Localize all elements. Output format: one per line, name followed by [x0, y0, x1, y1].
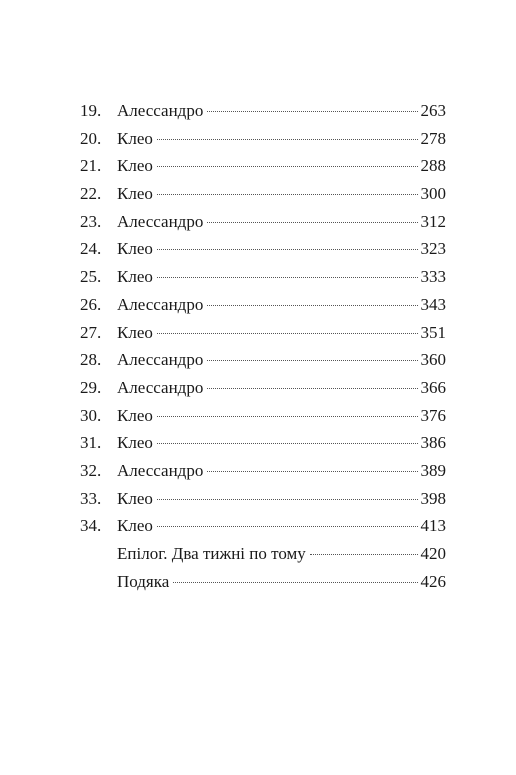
toc-entry-page: 420 — [420, 544, 446, 563]
toc-entry-number: 24. — [80, 239, 102, 259]
toc-entry-title: Клео — [117, 128, 153, 148]
toc-entry-number: 26. — [80, 294, 102, 314]
toc-entry-page: 300 — [420, 184, 446, 204]
dot-leader — [207, 305, 417, 306]
toc-entry-title: Епілог. Два тижні по тому — [117, 544, 306, 563]
toc-entry-title: Клео — [117, 239, 153, 259]
table-of-contents — [80, 100, 446, 598]
dot-leader — [310, 554, 418, 555]
toc-entry-title: Алессандро — [117, 101, 204, 120]
dot-leader — [157, 249, 418, 250]
toc-entry-number: 31. — [80, 433, 102, 453]
toc-entry-title: Подяка — [117, 571, 170, 591]
toc-entry — [80, 349, 446, 377]
toc-entry-page: 351 — [420, 322, 446, 342]
toc-entry — [80, 432, 446, 460]
toc-entry-number: 28. — [80, 350, 102, 370]
toc-entry-number: 32. — [80, 460, 102, 480]
dot-leader — [157, 333, 418, 334]
toc-entry-number: 21. — [80, 156, 102, 176]
dot-leader — [157, 194, 418, 195]
toc-entry — [80, 488, 446, 516]
toc-entry — [80, 405, 446, 433]
toc-entry-number: 20. — [80, 128, 102, 148]
dot-leader — [207, 222, 417, 223]
toc-entry-page: 376 — [420, 405, 446, 425]
toc-entry-page: 386 — [420, 433, 446, 453]
toc-entry-page: 343 — [420, 294, 446, 314]
toc-entry-page: 333 — [420, 267, 446, 287]
toc-entry-page: 312 — [420, 211, 446, 231]
toc-entry — [80, 322, 446, 350]
toc-entry-title: Клео — [117, 267, 153, 287]
toc-entry-page: 360 — [420, 350, 446, 370]
toc-entry-title: Клео — [117, 433, 153, 453]
toc-entry — [80, 100, 446, 128]
toc-entry-number: 34. — [80, 516, 102, 536]
dot-leader — [157, 166, 418, 167]
toc-entry — [80, 543, 446, 571]
toc-entry — [80, 183, 446, 211]
toc-entry-number: 27. — [80, 322, 102, 342]
toc-entry — [80, 294, 446, 322]
toc-entry-title: Алессандро — [117, 211, 204, 231]
toc-entry-page: 413 — [420, 516, 446, 536]
dot-leader — [157, 416, 418, 417]
toc-entry-page: 366 — [420, 377, 446, 397]
dot-leader — [207, 471, 417, 472]
toc-entry-page: 398 — [420, 488, 446, 508]
toc-entry — [80, 128, 446, 156]
toc-entry — [80, 515, 446, 543]
toc-entry-title: Алессандро — [117, 350, 204, 370]
toc-entry — [80, 211, 446, 239]
toc-entry-title: Клео — [117, 405, 153, 425]
toc-entry-number: 19. — [80, 101, 102, 120]
dot-leader — [157, 443, 418, 444]
dot-leader — [207, 388, 417, 389]
toc-entry-title: Клео — [117, 156, 153, 176]
toc-entry-number: 25. — [80, 267, 102, 287]
dot-leader — [207, 111, 417, 112]
toc-entry — [80, 266, 446, 294]
dot-leader — [157, 139, 418, 140]
toc-entry-title: Алессандро — [117, 294, 204, 314]
toc-entry — [80, 155, 446, 183]
toc-entry-title: Алессандро — [117, 460, 204, 480]
toc-entry — [80, 238, 446, 266]
dot-leader — [157, 499, 418, 500]
toc-entry-page: 389 — [420, 460, 446, 480]
toc-entry-number: 22. — [80, 184, 102, 204]
toc-entry — [80, 460, 446, 488]
toc-entry-title: Алессандро — [117, 377, 204, 397]
toc-entry-page: 426 — [420, 571, 446, 591]
toc-entry — [80, 571, 446, 599]
toc-entry — [80, 377, 446, 405]
toc-entry-number: 30. — [80, 405, 102, 425]
dot-leader — [207, 360, 417, 361]
toc-entry-number: 23. — [80, 211, 102, 231]
toc-entry-title: Клео — [117, 488, 153, 508]
toc-entry-page: 278 — [420, 128, 446, 148]
dot-leader — [157, 277, 418, 278]
toc-entry-number: 29. — [80, 377, 102, 397]
toc-entry-page: 263 — [420, 101, 446, 120]
toc-entry-page: 323 — [420, 239, 446, 259]
dot-leader — [157, 526, 418, 527]
toc-entry-title: Клео — [117, 184, 153, 204]
toc-entry-title: Клео — [117, 516, 153, 536]
toc-entry-title: Клео — [117, 322, 153, 342]
dot-leader — [173, 582, 417, 583]
toc-entry-number: 33. — [80, 488, 102, 508]
toc-entry-page: 288 — [420, 156, 446, 176]
